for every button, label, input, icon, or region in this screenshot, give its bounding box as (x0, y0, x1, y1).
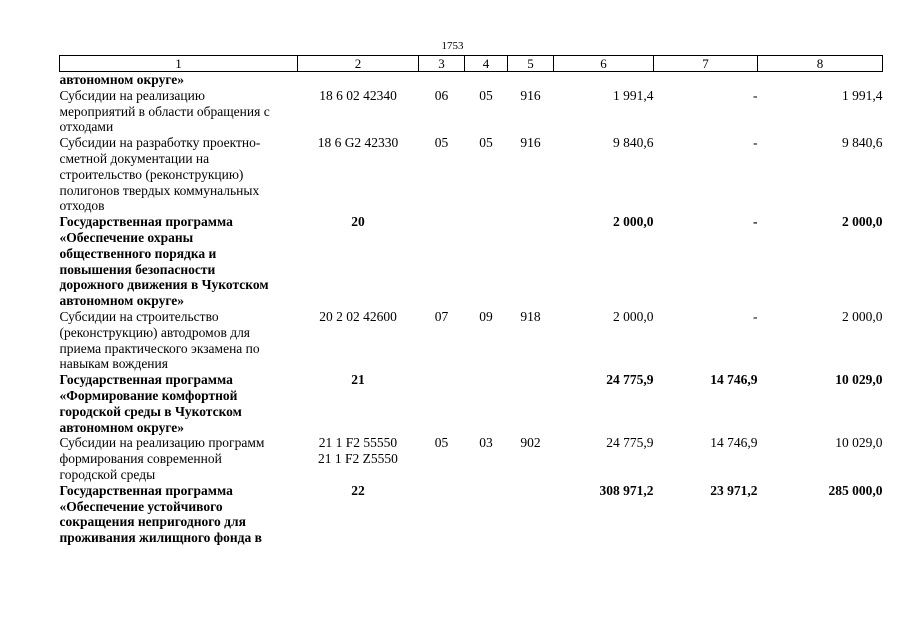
row-regional-text: 10 029,0 (835, 372, 883, 388)
row-code-text: 18 6 G2 42330 (317, 135, 399, 151)
row-federal-text: - (753, 214, 758, 230)
row-ministry-code (508, 72, 554, 88)
row-regional (758, 483, 883, 546)
column-header-3: 3 (419, 56, 465, 72)
row-name (60, 214, 298, 309)
table-row (60, 483, 883, 546)
row-code (298, 88, 419, 135)
row-federal (654, 72, 758, 88)
row-regional-text: 9 840,6 (842, 135, 883, 151)
row-section (419, 88, 465, 135)
row-regional-text: 2 000,0 (842, 214, 883, 230)
page-number: 1753 (441, 40, 464, 52)
column-header-1: 1 (60, 56, 298, 72)
row-ministry-code (508, 135, 554, 214)
row-code (298, 214, 419, 309)
row-total (554, 214, 654, 309)
row-total (554, 372, 654, 435)
row-section-text: 05 (434, 435, 449, 451)
row-federal-text: - (753, 135, 758, 151)
table-row (60, 435, 883, 482)
row-code-text: 20 2 02 42600 (319, 308, 397, 324)
row-subsection-text: 05 (479, 135, 493, 151)
row-name-text: Субсидии на реализацию программ формирования современной городской среды (59, 435, 265, 482)
row-total (554, 72, 654, 88)
table-row (60, 214, 883, 309)
row-total-text: 9 840,6 (613, 135, 654, 151)
row-federal (654, 135, 758, 214)
row-federal-text: - (753, 308, 758, 324)
row-section-text: 06 (434, 87, 449, 103)
row-code-text: 21 1 F2 55550 21 1 F2 Z5550 (318, 435, 398, 467)
row-name (60, 372, 298, 435)
column-header-8: 8 (758, 56, 883, 72)
row-ministry-code-text: 916 (520, 87, 541, 103)
table-row (60, 372, 883, 435)
row-regional (758, 88, 883, 135)
row-code (298, 135, 419, 214)
row-ministry-code (508, 372, 554, 435)
row-name-text: Государственная программа «Обеспечение устойчивого сокращения непригодного для проживания жилищного фонда в (59, 482, 262, 546)
row-name-text: Субсидии на реализацию мероприятий в области обращения с отходами (59, 87, 270, 135)
row-section (419, 483, 465, 546)
row-name (60, 88, 298, 135)
row-regional-text: 285 000,0 (828, 482, 883, 498)
row-ministry-code-text: 916 (520, 135, 541, 151)
row-code (298, 372, 419, 435)
column-header-5: 5 (508, 56, 554, 72)
row-federal (654, 214, 758, 309)
row-total-text: 2 000,0 (613, 214, 654, 230)
row-section (419, 435, 465, 482)
row-subsection (465, 483, 508, 546)
row-federal-text: - (753, 87, 758, 103)
table-row (60, 135, 883, 214)
row-code (298, 483, 419, 546)
row-ministry-code (508, 214, 554, 309)
row-name-text: Государственная программа «Формирование комфортной городской среды в Чукотском автономном округе» (59, 372, 242, 435)
row-total (554, 135, 654, 214)
row-subsection (465, 435, 508, 482)
row-code-text: 18 6 02 42340 (319, 87, 397, 103)
row-federal (654, 372, 758, 435)
row-code (298, 435, 419, 482)
row-total (554, 88, 654, 135)
column-header-7: 7 (654, 56, 758, 72)
row-federal-text: 14 746,9 (710, 435, 758, 451)
row-name-text: Субсидии на строительство (реконструкцию) автодромов для приема практического экзамена по навыкам вождения (59, 308, 260, 372)
row-section-text: 05 (434, 135, 449, 151)
row-section (419, 309, 465, 372)
row-code-text: 20 (351, 214, 365, 230)
row-total-text: 308 971,2 (599, 482, 654, 498)
row-total (554, 435, 654, 482)
row-section (419, 214, 465, 309)
row-ministry-code-text: 902 (520, 435, 541, 451)
column-number-header (60, 56, 883, 72)
row-section-text: 07 (434, 308, 449, 324)
row-ministry-code (508, 309, 554, 372)
row-total (554, 483, 654, 546)
row-subsection (465, 372, 508, 435)
table-row (60, 309, 883, 372)
column-header-6: 6 (554, 56, 654, 72)
row-regional-text: 10 029,0 (835, 435, 883, 451)
row-regional (758, 135, 883, 214)
row-subsection (465, 72, 508, 88)
row-ministry-code (508, 483, 554, 546)
row-federal (654, 88, 758, 135)
row-regional (758, 72, 883, 88)
row-subsection (465, 309, 508, 372)
row-section (419, 372, 465, 435)
row-name-text: Государственная программа «Обеспечение охраны общественного порядка и повышения безопасности дорожного движения в Чукотском автономном округе» (59, 214, 269, 309)
row-code (298, 309, 419, 372)
row-code (298, 72, 419, 88)
row-name (60, 309, 298, 372)
row-federal-text: 23 971,2 (710, 482, 758, 498)
row-federal (654, 435, 758, 482)
row-subsection-text: 09 (479, 308, 493, 324)
row-ministry-code (508, 88, 554, 135)
row-code-text: 21 (351, 372, 365, 388)
row-name (60, 435, 298, 482)
row-regional (758, 372, 883, 435)
row-total-text: 1 991,4 (613, 87, 654, 103)
row-federal (654, 309, 758, 372)
row-name (60, 72, 298, 88)
column-header-4: 4 (465, 56, 508, 72)
row-code-text: 22 (351, 482, 365, 498)
column-header-2: 2 (298, 56, 419, 72)
row-section (419, 72, 465, 88)
row-subsection-text: 03 (479, 435, 493, 451)
row-total-text: 24 775,9 (606, 372, 654, 388)
row-subsection (465, 214, 508, 309)
row-ministry-code-text: 918 (520, 308, 541, 324)
row-regional (758, 214, 883, 309)
table-row (60, 72, 883, 88)
row-section (419, 135, 465, 214)
table-row (60, 88, 883, 135)
row-name-text: Субсидии на разработку проектно- сметной документации на строительство (реконструкцию) полигонов твердых коммунальных отходов (59, 135, 261, 214)
row-subsection (465, 88, 508, 135)
row-regional-text: 2 000,0 (842, 308, 883, 324)
budget-table (59, 55, 883, 546)
row-total-text: 2 000,0 (613, 308, 654, 324)
row-name (60, 483, 298, 546)
row-subsection (465, 135, 508, 214)
row-subsection-text: 05 (479, 87, 493, 103)
row-total-text: 24 775,9 (606, 435, 654, 451)
row-federal (654, 483, 758, 546)
row-total (554, 309, 654, 372)
row-regional (758, 435, 883, 482)
row-regional (758, 309, 883, 372)
row-regional-text: 1 991,4 (842, 87, 883, 103)
row-federal-text: 14 746,9 (710, 372, 758, 388)
row-name-text: автономном округе» (59, 72, 185, 87)
row-ministry-code (508, 435, 554, 482)
row-name (60, 135, 298, 214)
